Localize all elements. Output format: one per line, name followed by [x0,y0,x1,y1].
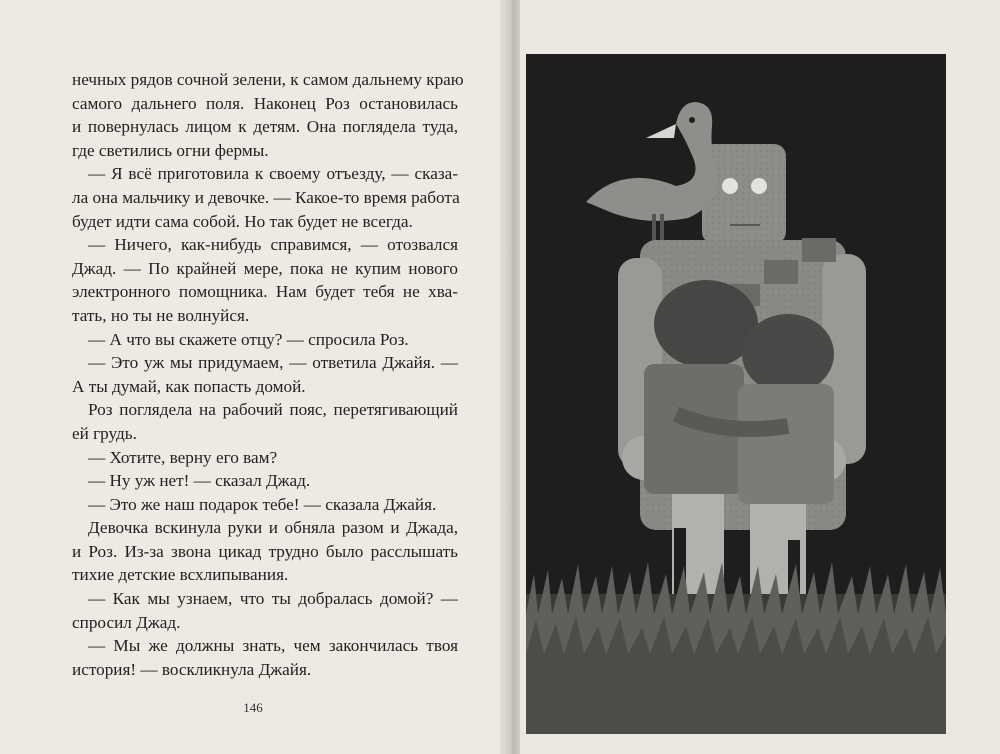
goose-eye-icon [689,117,695,123]
text-line: самого дальнего поля. Наконец Роз остановилась [72,93,458,113]
page-number: 146 [243,700,263,715]
robot-eye-right-icon [751,178,767,194]
text-line: — Я всё приготовила к своему отъезду, — сказа- [88,164,458,184]
text-line: ей грудь. [72,423,137,443]
text-line: электронного помощника. Нам будет тебя не хва- [72,282,458,302]
text-line: Джад. — По крайней мере, пока не купим нового [72,258,458,278]
text-line: спросил Джад. [72,612,181,632]
text-line: — Как мы узнаем, что ты добралась домой? — [88,589,458,609]
text-line: Девочка вскинула руки и обняла разом и Джада, [88,518,458,538]
illustration [526,54,946,734]
text-line: — Мы же должны знать, чем закончилась твоя [88,636,458,656]
robot-mouth [730,224,760,226]
text-line: нечных рядов сочной зелени, к самом дальнему краю [72,70,464,89]
text-line: — Ничего, как-нибудь справимся, — отозвался [88,235,458,255]
robot-eye-left-icon [722,178,738,194]
text-line: — Это же наш подарок тебе! — сказала Джайя. [88,494,437,514]
text-line: — А что вы скажете отцу? — спросила Роз. [88,329,409,349]
girl-hair [742,314,834,394]
text-line: и Роз. Из-за звона цикад трудно было расслышать [72,541,458,561]
text-line: тать, но ты не волнуйся. [72,305,250,325]
text-line: история! — воскликнула Джайя. [72,659,312,679]
text-line: тихие детские всхлипывания. [72,565,289,585]
text-line: где светились огни фермы. [72,140,269,160]
text-line: будет идти сама собой. Но так будет не всегда. [72,211,413,231]
text-line: А ты думай, как попасть домой. [72,376,306,396]
robot-head [702,144,786,244]
text-line: — Это уж мы придумаем, — ответила Джайя. — [88,353,458,373]
text-line: — Ну уж нет! — сказал Джад. [88,471,311,491]
text-line: и повернулась лицом к детям. Она поглядела туда, [72,117,458,137]
body-text [72,68,464,681]
text-line: ла она мальчику и девочке. — Какое-то время работа [72,187,460,207]
text-line: Роз поглядела на рабочий пояс, перетягивающий [88,400,458,420]
illustration-art [526,54,946,734]
text-line: — Хотите, верну его вам? [88,447,278,467]
